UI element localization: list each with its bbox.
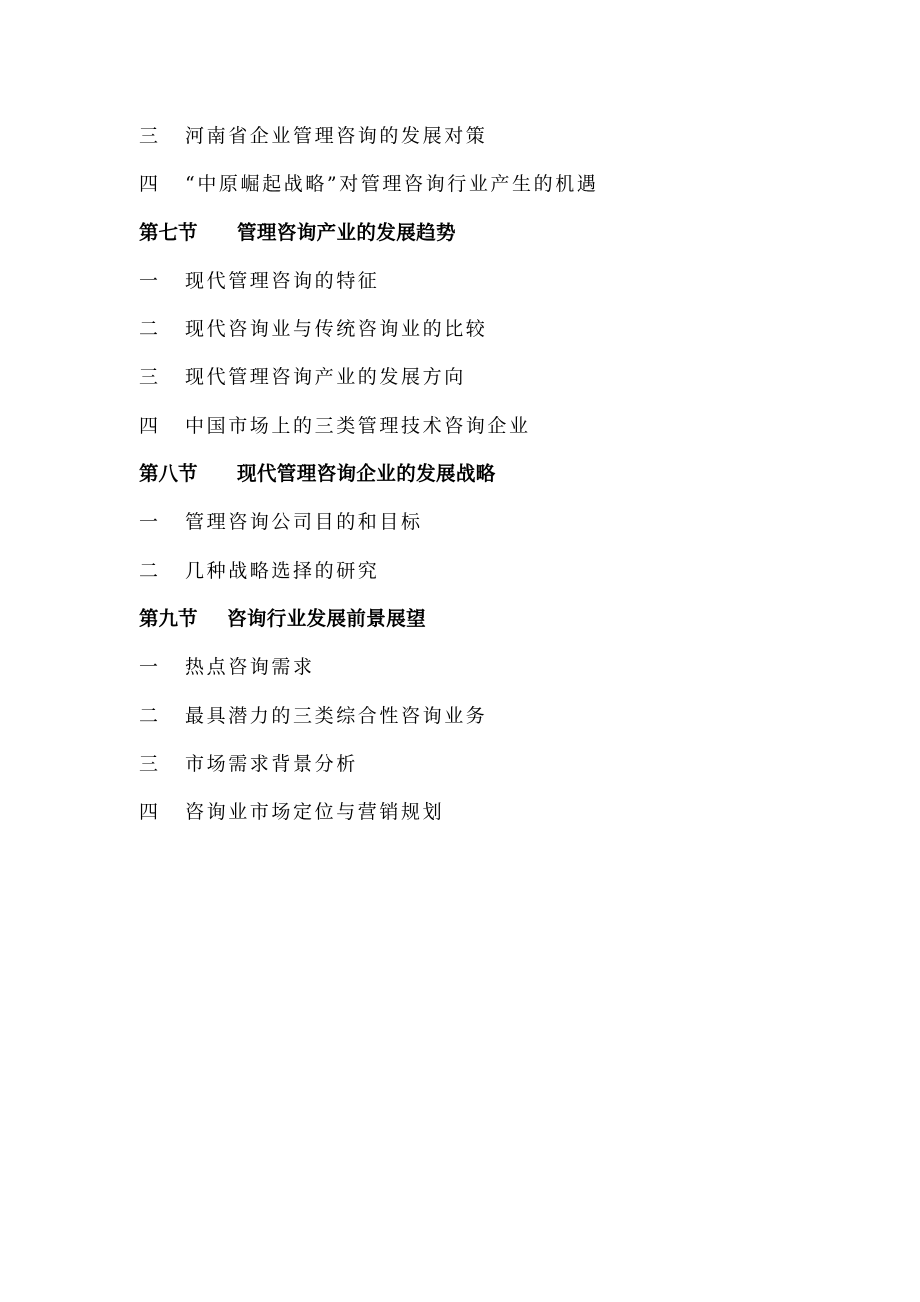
toc-entry	[139, 112, 859, 160]
toc-entry	[139, 305, 859, 353]
entry-title: 热点咨询需求	[185, 656, 315, 679]
toc-entry	[139, 740, 859, 788]
entry-number: 一	[139, 269, 159, 292]
section-number: 第九节	[139, 606, 198, 630]
entry-title: 咨询业市场定位与营销规划	[185, 801, 445, 824]
toc-entry	[139, 402, 859, 450]
entry-number: 二	[139, 559, 159, 582]
toc-entry	[139, 692, 859, 740]
entry-title: “中原崛起战略”对管理咨询行业产生的机遇	[185, 173, 599, 196]
section-title: 管理咨询产业的发展趋势	[237, 220, 456, 244]
entry-number: 二	[139, 704, 159, 727]
toc-entry	[139, 353, 859, 401]
entry-number: 三	[139, 752, 159, 775]
entry-number: 三	[139, 366, 159, 389]
entry-number: 二	[139, 318, 159, 341]
section-number: 第八节	[139, 462, 198, 486]
toc-entry	[139, 643, 859, 691]
entry-number: 一	[139, 511, 159, 534]
section-heading	[139, 209, 859, 257]
entry-title: 市场需求背景分析	[185, 752, 358, 775]
section-heading	[139, 595, 859, 643]
entry-number: 四	[139, 173, 159, 196]
section-title: 现代管理咨询企业的发展战略	[237, 462, 496, 486]
entry-title: 最具潜力的三类综合性咨询业务	[185, 704, 488, 727]
entry-title: 现代管理咨询产业的发展方向	[185, 366, 466, 389]
toc-entry	[139, 547, 859, 595]
toc-entry	[139, 498, 859, 546]
entry-number: 四	[139, 414, 159, 437]
entry-title: 现代咨询业与传统咨询业的比较	[185, 318, 488, 341]
toc-entry	[139, 788, 859, 836]
entry-number: 一	[139, 656, 159, 679]
entry-number: 四	[139, 801, 159, 824]
entry-title: 中国市场上的三类管理技术咨询企业	[185, 414, 531, 437]
toc-entry	[139, 160, 859, 208]
section-heading	[139, 450, 859, 498]
entry-title: 现代管理咨询的特征	[185, 269, 380, 292]
entry-title: 几种战略选择的研究	[185, 559, 380, 582]
entry-title: 河南省企业管理咨询的发展对策	[185, 125, 488, 147]
entry-title: 管理咨询公司目的和目标	[185, 511, 423, 534]
table-of-contents	[139, 112, 859, 836]
entry-number: 三	[139, 125, 159, 147]
section-title: 咨询行业发展前景展望	[227, 606, 427, 630]
toc-entry	[139, 257, 859, 305]
section-number: 第七节	[139, 220, 198, 244]
